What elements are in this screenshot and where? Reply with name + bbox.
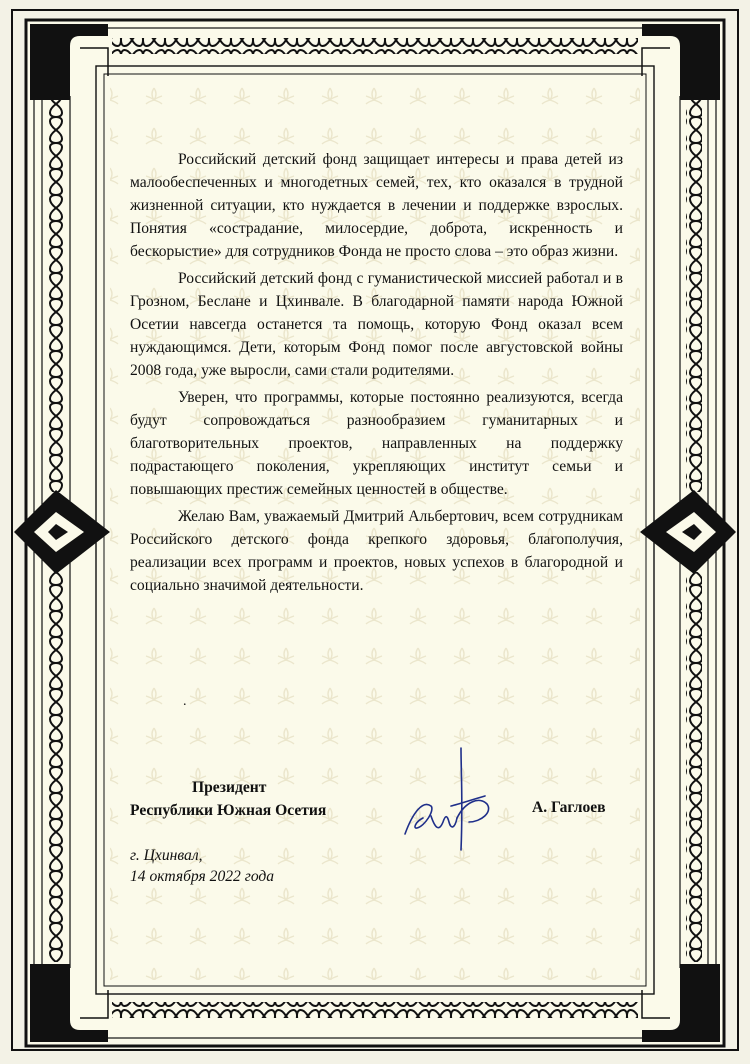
paragraph-2: Российский детский фонд с гуманистической миссией работал и в Грозном, Беслане и Цхинвале. В благодарной памяти народа Южной Осетии навсегда останется та помощь, которую Фонд оказал всем нуждающимся. Дети, которым Фонд помог после августовской войны 2008 года, уже выросли, сами стали родителями. (130, 270, 623, 379)
signer-name: А. Гаглоев (532, 799, 606, 816)
letter-body (130, 148, 623, 601)
paragraph-1: Российский детский фонд защищает интересы и права детей из малообеспеченных и многодетных семей, тех, кто оказался в трудной жизненной ситуации, кто нуждается в лечении и поддержке взрослых. Понятия «сострадание, милосердие, доброта, искренность и бескорыстие» для сотрудников Фонда не просто слова – это образ жизни. (130, 151, 623, 260)
paragraph-4: Желаю Вам, уважаемый Дмитрий Альбертович, всем сотрудникам Российского детского фонда крепкого здоровья, благополучия, реализации всех программ и проектов, новых успехов в благородной и социально значимой деятельности. (130, 508, 623, 594)
title-line-1: Президент (192, 779, 267, 796)
signatory-title (130, 776, 370, 822)
date: 14 октября 2022 года (130, 868, 275, 885)
paragraph-3: Уверен, что программы, которые постоянно реализуются, всегда будут сопровождаться разнообразием гуманитарных и благотворительных проектов, направленных на поддержку подрастающего поколения, укрепляющих институт семьи и повышающих престиж семейных ценностей в обществе. (130, 389, 623, 498)
handwritten-signature (395, 742, 505, 857)
place-and-date (130, 845, 274, 887)
stray-mark: . (183, 694, 187, 709)
place: г. Цхинвал, (130, 847, 203, 864)
title-line-2: Республики Южная Осетия (130, 802, 327, 819)
